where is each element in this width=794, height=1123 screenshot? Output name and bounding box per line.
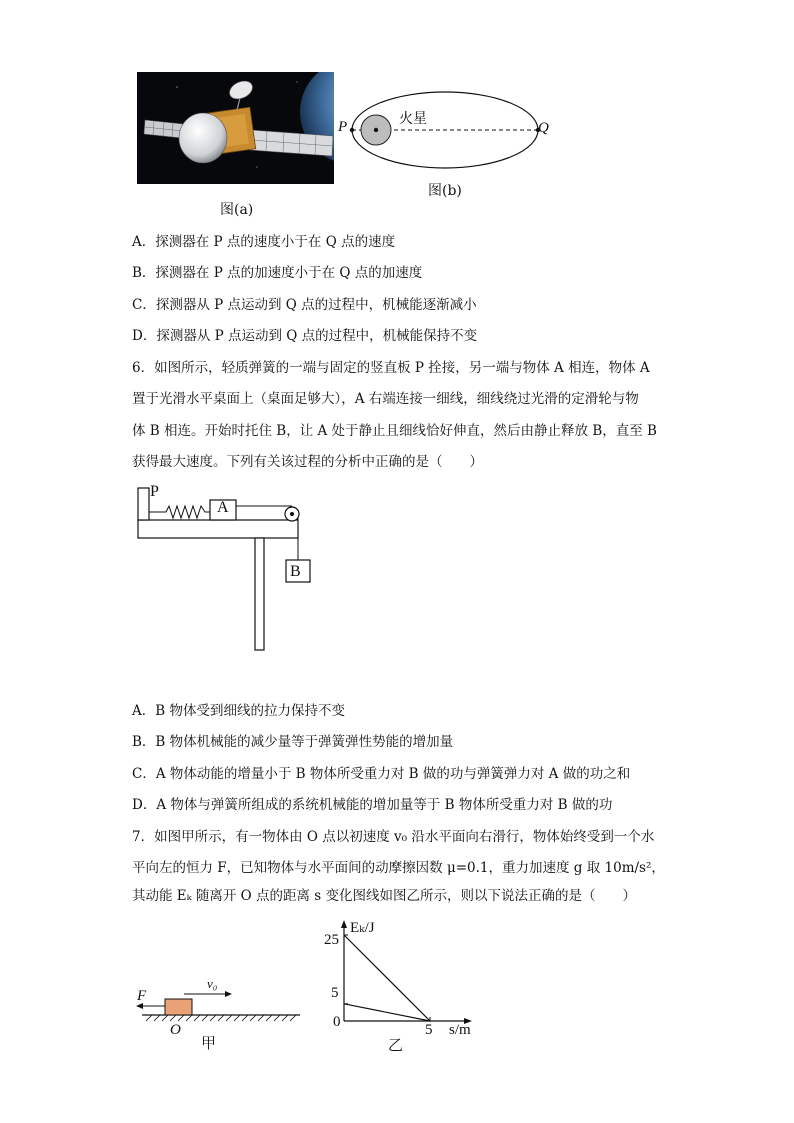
tick-25-label: 25 [324,932,339,948]
ek-line-2 [344,1004,430,1021]
y-axis-label: Eₖ/J [350,920,375,936]
spacecraft-illustration [137,72,334,184]
q6-option-d: D．A 物体与弹簧所组成的系统机械能的增加量等于 B 物体所受重力对 B 做的功 [132,797,613,813]
figure-b [338,88,552,172]
q7-stem-line-1: 7．如图甲所示，有一物体由 O 点以初速度 v₀ 沿水平面向右滑行，物体始终受到一个水 [132,829,655,845]
q5-option-a: A．探测器在 P 点的速度小于在 Q 点的速度 [132,234,396,250]
q6-stem-line-4: 获得最大速度。下列有关该过程的分析中正确的是（ ） [132,454,483,470]
q7-stem-line-2: 平向左的恒力 F，已知物体与水平面间的动摩擦因数 μ=0.1，重力加速度 g 取 10m/s²， [132,860,665,876]
q7-stem-line-3: 其动能 Eₖ 随离开 O 点的距离 s 变化图线如图乙所示，则以下说法正确的是（ ） [132,888,637,904]
orbit-diagram [338,88,552,172]
plate-p-label: P [150,483,159,500]
q6-stem-line-2: 置于光滑水平桌面上（桌面足够大），A 右端连接一细线，细线绕过光滑的定滑轮与物 [132,391,639,407]
block-b-label: B [290,563,301,580]
block-on-ground-diagram [132,975,304,1025]
q6-stem-line-1: 6．如图所示，轻质弹簧的一端与固定的竖直板 P 拴接，另一端与物体 A 相连，物体 A [132,360,650,376]
tick-0-label: 0 [333,1014,341,1030]
figure-b-caption: 图(b) [428,183,462,199]
q6-option-a: A．B 物体受到细线的拉力保持不变 [132,703,345,719]
q6-stem-line-3: 体 B 相连。开始时托住 B，让 A 处于静止且细线恰好伸直，然后由静止释放 B，直至 B [132,423,657,439]
q5-option-d: D．探测器从 P 点运动到 Q 点的过程中，机械能保持不变 [132,328,478,344]
figure-a [137,72,334,184]
q5-option-b: B．探测器在 P 点的加速度小于在 Q 点的加速度 [132,265,423,281]
velocity-v0-label: v₀ [207,976,218,991]
point-q-label: Q [538,120,549,136]
moving-block [165,999,192,1015]
q6-option-b: B．B 物体机械能的减少量等于弹簧弹性势能的增加量 [132,734,454,750]
origin-o-label: O [170,1022,181,1038]
point-p-label: P [338,119,348,135]
q6-option-c: C．A 物体动能的增量小于 B 物体所受重力对 B 做的功与弹簧弹力对 A 做的功之和 [132,766,631,782]
x-axis-label: s/m [449,1022,471,1038]
block-a-label: A [217,499,229,516]
force-f-label: F [137,988,147,1004]
ek-line-1 [344,935,430,1021]
mars-label: 火星 [399,111,427,127]
figure-yi-caption: 乙 [388,1036,404,1054]
spring [149,506,210,518]
tick-5y-label: 5 [331,985,339,1001]
figure-a-caption: 图(a) [220,202,254,218]
figure-jia-caption: 甲 [201,1034,217,1052]
q5-option-c: C．探测器从 P 点运动到 Q 点的过程中，机械能逐渐减小 [132,297,477,313]
q7-figure-jia [132,975,304,1025]
tick-5x-label: 5 [425,1022,433,1038]
